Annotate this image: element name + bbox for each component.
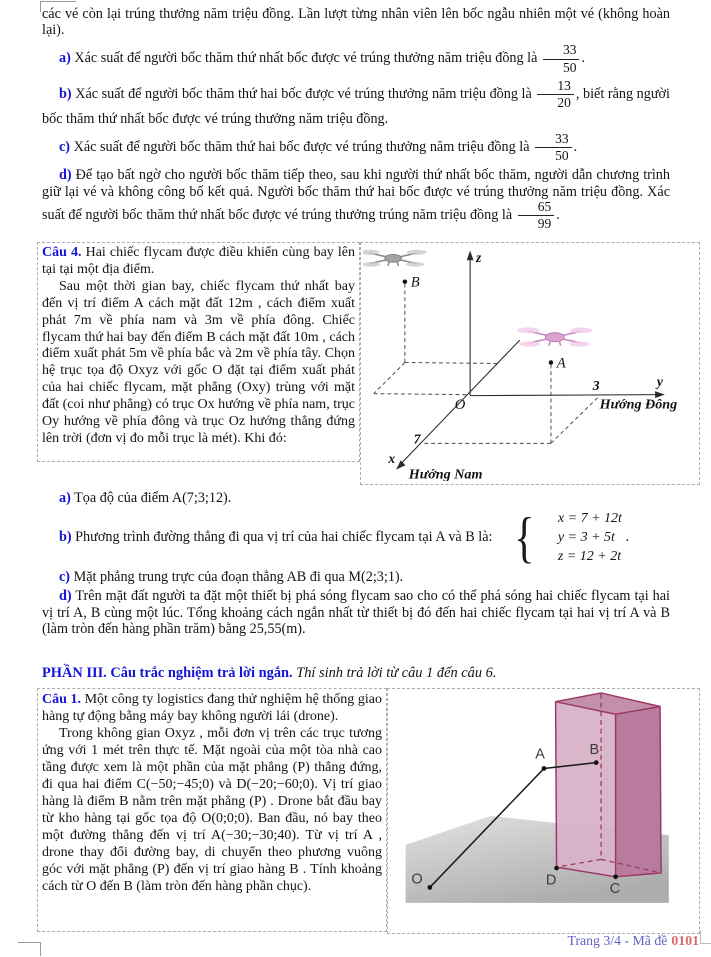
item-label: c) <box>59 138 71 155</box>
part-3-subtitle: Thí sinh trả lời từ câu 1 đến câu 6. <box>292 665 497 681</box>
question-4-p1: Hai chiếc flycam được điều khiển cùng bay lên tại tại một địa điểm. <box>42 245 355 277</box>
z-axis-label: z <box>475 250 482 266</box>
item-label: b) <box>59 86 72 103</box>
q4-item-d <box>42 588 670 637</box>
item-tail: . <box>581 50 585 67</box>
fraction <box>533 132 574 164</box>
prob-item-b <box>42 79 670 127</box>
building-front-face <box>556 702 616 877</box>
question-4-block <box>37 242 700 485</box>
drone-b-icon <box>363 250 427 267</box>
question-4-intro <box>42 245 355 279</box>
item-tail: . <box>573 138 578 155</box>
question-4-p2: Sau một thời gian bay, chiếc flycam thứ nhất bay đến vị trí điểm A cách mặt đất 12m , cách điểm xuất phát 7m về phía nam và 3m về phía đông. Chiếc flycam thứ hai bay đến điểm B cách mặt đất 10m , cách điểm xuất phát 5m về phía bắc và 2m về phía tây. Chọn hệ trục tọa độ Oxyz với gốc O đặt tại điểm xuất phát của hai chiếc flycam, mặt phẳng (Oxy) trùng với mặt đất (coi như phẳng) có trục Ox hướng về phía nam, trục Oy hướng về phía đông và trục Oz hướng thẳng đứng lên trời (đơn vị đo mỗi trục là mét). Khi đó: <box>42 278 355 446</box>
footer-exam-code: 0101 <box>671 933 699 948</box>
item-label: a) <box>59 50 71 67</box>
equation-z: z = 12 + 2t <box>557 549 622 565</box>
point-a-label: A <box>535 746 545 763</box>
equation-system <box>496 506 622 569</box>
question-1-text <box>37 688 387 932</box>
item-tail: , biết rằng người bốc thăm thứ nhất bốc được vé trúng thưởng năm triệu đồng. <box>42 86 670 127</box>
z-axis-arrow <box>467 251 474 261</box>
equation-x: x = 7 + 12t <box>557 511 622 527</box>
point-b-marker <box>403 279 407 283</box>
fraction-numerator: 33 <box>535 132 572 148</box>
point-b-marker <box>594 760 599 765</box>
item-text: Để tạo bất ngờ cho người bốc thăm tiếp theo, sau khi người thứ nhất bốc thăm, người dẫn chương trình giữ lại vé và không công bố kết quả. Người bốc thăm thứ hai bốc được vé trúng thưởng năm triệu đồng. Xác suất để người bốc thăm thứ nhất bốc được vé trúng thưởng trúng năm triệu đồng là <box>42 167 670 223</box>
item-tail: . <box>556 206 560 223</box>
question-4-text <box>37 242 360 462</box>
building-side-face <box>616 707 661 877</box>
point-c-label: C <box>609 881 621 898</box>
item-text: Tọa độ của điểm A(7;3;12). <box>70 490 232 506</box>
fraction-denominator: 50 <box>555 148 569 164</box>
question-1-figure-box <box>387 688 700 934</box>
text-boundary-mark-footer-right <box>700 930 711 944</box>
origin-label: O <box>454 397 466 414</box>
footer-page-label: Trang 3/4 - Mã đề <box>567 933 668 948</box>
item-text: Xác suất để người bốc thăm thứ hai bốc được vé trúng thưởng năm triệu đồng là <box>71 86 536 103</box>
fraction-numerator: 65 <box>518 200 555 216</box>
point-d-marker <box>554 866 559 871</box>
intro-paragraph: các vé còn lại trúng thưởng năm triệu đồng. Lần lượt từng nhân viên lên bốc ngẫu nhiên một vé (không hoàn lại). <box>42 6 670 39</box>
fraction-numerator: 13 <box>537 79 574 95</box>
item-label: d) <box>59 588 72 605</box>
item-text: Phương trình đường thẳng đi qua vị trí của hai chiếc flycam tại A và B là: <box>71 528 497 545</box>
prob-item-a <box>42 43 670 75</box>
y-tick-3: 3 <box>592 377 600 393</box>
item-text: Mặt phẳng trung trực của đoạn thẳng AB đi qua M(2;3;1). <box>70 569 404 586</box>
probability-section <box>42 6 670 231</box>
question-4-label: Câu 4. <box>42 245 82 260</box>
drone-a-icon <box>517 327 592 346</box>
text-boundary-mark-bottom-left <box>18 942 41 956</box>
east-direction-label: Hướng Đông <box>599 396 678 413</box>
y-axis-label: y <box>656 373 663 389</box>
part-3-heading <box>42 665 682 682</box>
q4-item-a <box>42 490 670 506</box>
x-axis-label: x <box>388 450 396 466</box>
fraction <box>535 79 576 111</box>
item-label: b) <box>59 528 72 545</box>
point-d-label: D <box>545 872 557 889</box>
south-direction-label: Hướng Nam <box>408 466 483 481</box>
item-label: a) <box>59 490 71 506</box>
item-tail: . <box>621 528 629 545</box>
fraction-denominator: 99 <box>537 216 552 232</box>
fraction <box>516 200 557 232</box>
equation-y: y = 3 + 5t <box>557 530 615 546</box>
x-axis-arrow <box>396 460 405 469</box>
system-brace: { <box>514 506 535 569</box>
point-b-label: B <box>589 741 600 758</box>
prob-item-d <box>42 167 670 231</box>
question-1-p2: Trong không gian Oxyz , mỗi đơn vị trên các trục tương ứng với 1 mét trên thực tế. Mặt ngoài của một tòa nhà cao tầng được xem là một phần của mặt phẳng (P) thẳng đứng, đi qua hai điểm C(−50;−45;0) và D(−20;−60;0). Vị trí giao hàng là điểm B nằm trên mặt phẳng (P) . Drone bắt đầu bay từ kho hàng tại gốc tọa độ O(0;0;0). Ban đầu, nó bay theo một đường thẳng đến vị trí A(−30;−30;40). Từ vị trí A , drone thay đổi đường bay, di chuyển theo phương vuông góc với mặt phẳng (P) đến vị trí giao hàng B . Tính khoảng cách từ O đến B (làm tròn đến hàng phần chục). <box>42 726 382 894</box>
point-o-label: O <box>411 871 423 888</box>
fraction <box>541 43 582 75</box>
fraction-numerator: 33 <box>543 43 580 59</box>
item-text: Xác suất để người bốc thăm thứ nhất bốc được vé trúng thưởng năm triệu đồng là <box>70 50 541 67</box>
question-1-p1: Một công ty logistics đang thử nghiệm hệ thống giao hàng tự động bằng máy bay không người lái (drone). <box>42 692 382 724</box>
flycam-figure <box>363 245 697 481</box>
q4-item-c <box>42 569 670 585</box>
point-o-marker <box>427 885 432 890</box>
question-1-block <box>37 688 700 934</box>
point-a-marker <box>542 766 547 771</box>
q4-item-b <box>42 506 670 569</box>
point-a-label: A <box>556 355 566 372</box>
item-label: d) <box>59 167 72 184</box>
question-4-items <box>42 487 670 637</box>
fraction-denominator: 50 <box>562 59 577 75</box>
building-figure <box>391 692 696 930</box>
prob-item-c <box>42 132 670 164</box>
fraction-denominator: 20 <box>557 95 571 111</box>
point-a-marker <box>549 360 553 364</box>
item-label: c) <box>59 569 71 586</box>
question-1-label: Câu 1. <box>42 692 81 707</box>
question-4-figure-box <box>360 242 700 485</box>
question-1-intro <box>42 691 382 725</box>
item-text: Trên mặt đất người ta đặt một thiết bị phá sóng flycam sao cho có thể phá sóng hai chiếc flycam tại hai vị trí A, B cùng một lúc. Tổng khoảng cách ngắn nhất từ thiết bị đó đến hai chiếc flycam tại hai vị trí A và B (làm tròn đến hàng phần trăm) bằng 25,55(m). <box>42 588 670 637</box>
point-c-marker <box>613 874 618 879</box>
page-footer <box>568 933 700 949</box>
x-tick-7: 7 <box>413 431 421 447</box>
item-text: Xác suất để người bốc thăm thứ hai bốc được vé trúng thưởng năm triệu đồng là <box>70 138 534 155</box>
point-b-label: B <box>410 274 420 291</box>
part-3-title: PHẦN III. Câu trắc nghiệm trả lời ngắn. <box>42 665 293 681</box>
